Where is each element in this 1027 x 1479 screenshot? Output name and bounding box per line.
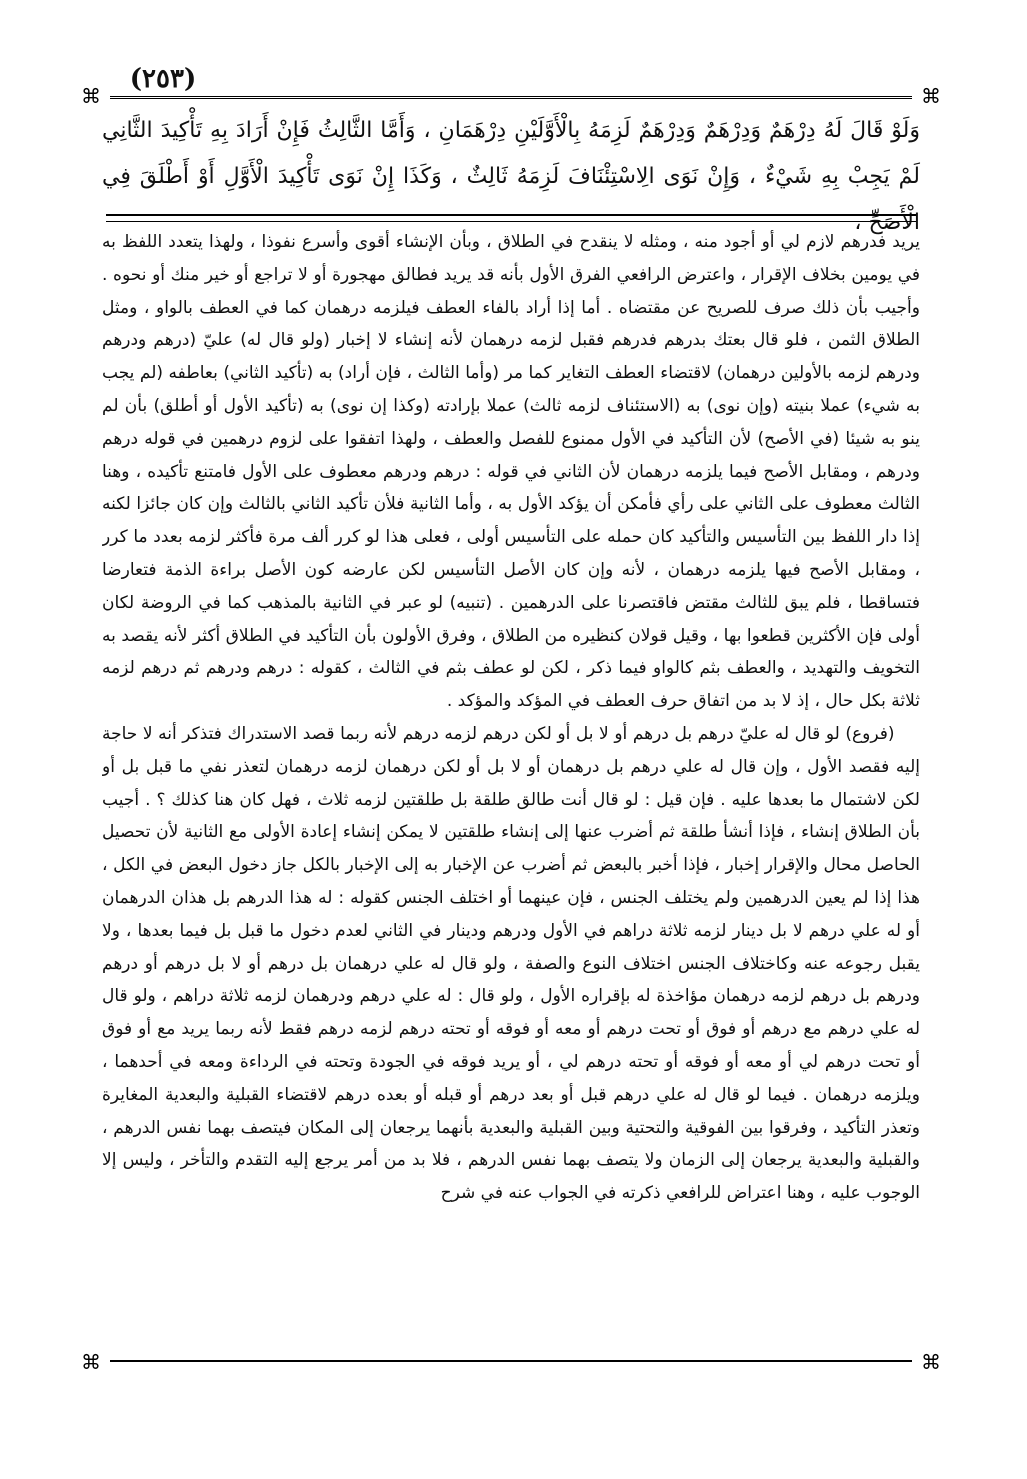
page-number: (٢٥٣) (129, 64, 197, 94)
matn-paragraph: وَلَوْ قَالَ لَهُ دِرْهَمٌ وَدِرْهَمٌ وَدِرْهَمٌ لَزِمَهُ بِالْأَوَّلَيْنِ دِرْهَمَانِ ، وَأَمَّا الثَّالِثُ فَإِنْ أَرَادَ بِهِ تَأْكِيدَ الثَّانِي لَمْ يَجِبْ بِهِ شَيْءٌ ، وَإِنْ نَوَى الِاسْتِئْنَافَ لَزِمَهُ ثَالِثٌ ، وَكَذَا إِنْ نَوَى تَأْكِيدَ الْأَوَّلِ أَوْ أَطْلَقَ فِي الْأَصَحِّ ، (102, 118, 920, 235)
top-border-rule (110, 96, 912, 103)
sharh-commentary-block (102, 226, 920, 1352)
page-frame (81, 84, 941, 1374)
section-separator-rule (106, 214, 916, 222)
corner-ornament-icon: ⌘ (81, 1350, 101, 1374)
corner-ornament-icon: ⌘ (921, 84, 941, 108)
sharh-paragraph: (فروع) لو قال له عليّ درهم بل درهم أو لا بل أو لكن درهم لزمه درهم لأنه ربما قصد الاستدراك فتذكر أنه لا حاجة إليه فقصد الأول ، وإن قال له علي درهم بل درهمان أو لا بل أو لكن درهمان لزمه درهمان لتعذر نفي ما قبل بل أو لكن لاشتمال ما بعدها عليه . فإن قيل : لو قال أنت طالق طلقة بل طلقتين لزمه ثلاث ، فهل كان هنا كذلك ؟ . أجيب بأن الطلاق إنشاء ، فإذا أنشأ طلقة ثم أضرب عنها إلى إنشاء طلقتين لا يمكن إنشاء إعادة الأولى مع الثانية لأن تحصيل الحاصل محال والإقرار إخبار ، فإذا أخبر بالبعض ثم أضرب عن الإخبار به إلى الإخبار بالكل جاز دخول البعض في الكل ، هذا إذا لم يعين الدرهمين ولم يختلف الجنس ، فإن عينهما أو اختلف الجنس كقوله : له هذا الدرهم بل هذان الدرهمان أو له علي درهم لا بل دينار لزمه ثلاثة دراهم في الأول ودرهم ودينار في الثاني لعدم دخول ما قبل بل فيما بعدها ، ولا يقبل رجوعه عنه وكاختلاف الجنس اختلاف النوع والصفة ، ولو قال له علي درهمان بل درهم أو لا بل درهم أو درهم ودرهم بل درهم لزمه درهمان مؤاخذة له بإقراره الأول ، ولو قال : له علي درهم ودرهمان لزمه ثلاثة دراهم ، ولو قال له علي درهم مع درهم أو فوق أو تحت درهم أو معه أو فوقه أو تحته درهم لزمه درهم فقط لأنه ربما يريد مع أو فوق أو تحت درهم لي أو معه أو فوقه أو تحته درهم لي ، أو يريد فوقه في الجودة وتحته في الرداءة ومعه في أحدهما ، ويلزمه درهمان . فيما لو قال له علي درهم قبل أو بعد درهم أو قبله أو بعده درهم لاقتضاء القبلية والبعدية المغايرة وتعذر التأكيد ، وفرقوا بين الفوقية والتحتية وبين القبلية والبعدية بأنهما يرجعان إلى المكان فيتصف بهما نفس الدرهم ، والقبلية والبعدية يرجعان إلى الزمان ولا يتصف بهما نفس الدرهم ، فلا بد من أمر يرجع إليه التقدم والتأخر ، وليس إلا الوجوب عليه ، وهنا اعتراض للرافعي ذكرته في الجواب عنه في شرح (102, 723, 920, 1204)
corner-ornament-icon: ⌘ (921, 1350, 941, 1374)
sharh-paragraph: يريد فدرهم لازم لي أو أجود منه ، ومثله لا ينقدح في الطلاق ، وبأن الإنشاء أقوى وأسرع نفوذا ، ولهذا يتعدد اللفظ به في يومين بخلاف الإقرار ، واعترض الرافعي الفرق الأول بأنه قد يريد فطالق مهجورة أو لا تراجع أو خير منك أو نحوه . وأجيب بأن ذلك صرف للصريح عن مقتضاه . أما إذا أراد بالفاء العطف فيلزمه درهمان كما في العطف بالواو ، ومثل الطلاق الثمن ، فلو قال بعتك بدرهم فدرهم فقبل لزمه درهمان لأنه إنشاء لا إخبار (ولو قال له) عليّ (درهم ودرهم ودرهم لزمه بالأولين درهمان) لاقتضاء العطف التغاير كما مر (وأما الثالث ، فإن أراد) به (تأكيد الثاني) بعاطفه (لم يجب به شيء) عملا بنيته (وإن نوى) به (الاستئناف لزمه ثالث) عملا بإرادته (وكذا إن نوى) به (تأكيد الأول أو أطلق) بأن لم ينو به شيئا (في الأصح) لأن التأكيد في الأول ممنوع للفصل والعطف ، ولهذا اتفقوا على لزوم درهمين في قوله درهم ودرهم ، ومقابل الأصح فيما يلزمه درهمان لأن الثاني في قوله : درهم ودرهم معطوف على الأول فامتنع تأكيده ، وهنا الثالث معطوف على الثاني على رأي فأمكن أن يؤكد الأول به ، وأما الثانية فلأن تأكيد الثاني بالثالث وإن كان جائزا لكنه إذا دار اللفظ بين التأسيس والتأكيد كان حمله على التأسيس أولى ، فعلى هذا لو كرر ألف مرة فأكثر لزمه بعدد ما كرر ، ومقابل الأصح فيها يلزمه درهمان ، لأنه وإن كان الأصل التأسيس لكن عارضه كون الأصل براءة الذمة فتعارضا فتساقطا ، فلم يبق للثالث مقتض فاقتصرنا على الدرهمين . (تنبيه) لو عبر في الثانية بالمذهب كما في الروضة لكان أولى فإن الأكثرين قطعوا بها ، وقيل قولان كنظيره من الطلاق ، وفرق الأولون بأن التأكيد في الطلاق أكثر لأنه يقصد به التخويف والتهديد ، والعطف بثم كالواو فيما ذكر ، لكن لو عطف بثم في الثالث ، كقوله : درهم ودرهم ثم درهم لزمه ثلاثة بكل حال ، إذ لا بد من اتفاق حرف العطف في المؤكد والمؤكد . (102, 232, 920, 712)
corner-ornament-icon: ⌘ (81, 84, 101, 108)
bottom-border-rule (110, 1360, 912, 1362)
